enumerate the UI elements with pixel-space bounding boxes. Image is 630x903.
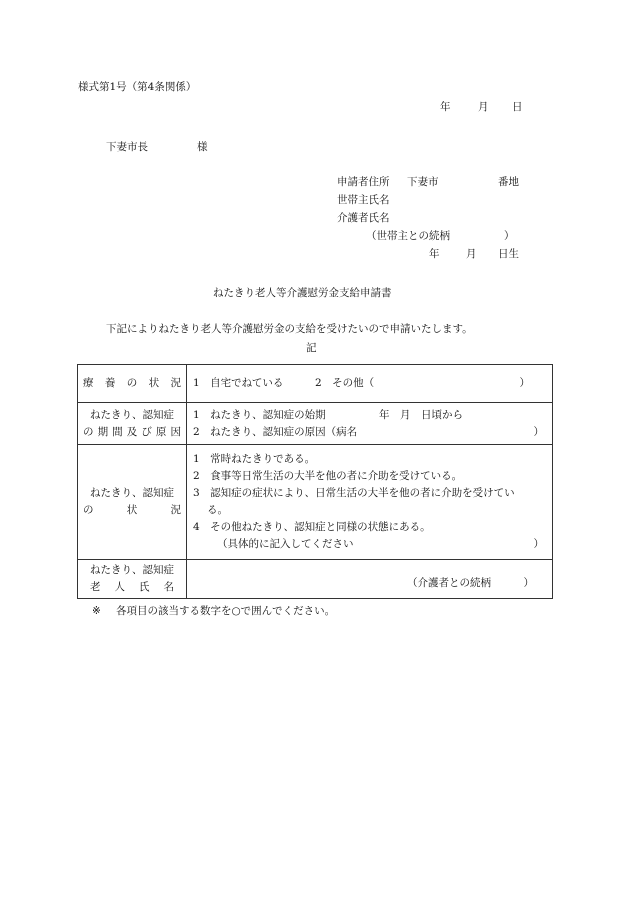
care-option-home[interactable]: 1 自宅でねている bbox=[193, 377, 284, 389]
householder-relation-label: （世帯主との続柄 bbox=[366, 230, 450, 242]
ki-heading: 記 bbox=[306, 342, 317, 354]
period-cause-label: ねたきり、認知症 の 期 間 及 び 原 因 bbox=[78, 403, 187, 445]
table-row-condition bbox=[78, 445, 553, 560]
elder-name-field[interactable]: （介護者との続柄 ） bbox=[187, 560, 553, 599]
householder-relation-close: ） bbox=[504, 230, 515, 242]
care-option-other[interactable]: 2 その他（ bbox=[315, 377, 375, 389]
note-mark: ※ bbox=[92, 605, 101, 617]
date-month-label: 月 bbox=[478, 101, 489, 113]
applicant-address-suffix: 番地 bbox=[498, 176, 519, 188]
birth-day-label: 日生 bbox=[498, 248, 519, 260]
elder-name-label: ねたきり、認知症 老 人 氏 名 bbox=[78, 560, 187, 599]
onset-label: 1 ねたきり、認知症の始期 bbox=[193, 408, 326, 421]
householder-name-label: 世帯主氏名 bbox=[337, 194, 390, 206]
form-number: 様式第1号（第4条関係） bbox=[78, 81, 197, 93]
condition-label: ねたきり、認知症 の 状 況 bbox=[78, 445, 187, 560]
care-status-options[interactable]: 1 自宅でねている 2 その他（ ） bbox=[187, 365, 553, 403]
condition-option-3-cont: る。 bbox=[207, 504, 228, 516]
elder-relation-label: （介護者との続柄 bbox=[407, 576, 491, 589]
addressee-honorific: 様 bbox=[197, 141, 208, 153]
date-day-label: 日 bbox=[512, 101, 523, 113]
care-status-label: 療 養 の 状 況 bbox=[78, 365, 187, 403]
period-cause-fields[interactable]: 1 ねたきり、認知症の始期 年 月 日頃から 2 ねたきり、認知症の原因（病名 ） bbox=[187, 403, 553, 445]
document-title: ねたきり老人等介護慰労金支給申請書 bbox=[213, 287, 392, 299]
condition-option-2[interactable]: 2 食事等日常生活の大半を他の者に介助を受けている。 bbox=[193, 470, 463, 482]
condition-options[interactable]: 1 常時ねたきりである。 2 食事等日常生活の大半を他の者に介助を受けている。 3 認知症の症状により、日常生活の大半を他の者に介助を受けてい る。 4 その他ねたきり、認知症と同様の状態にある。 （具体的に記入してください ） bbox=[187, 445, 553, 560]
onset-date-field[interactable]: 年 月 日頃から bbox=[379, 408, 463, 421]
applicant-address-city: 下妻市 bbox=[407, 176, 439, 188]
note-text: 各項目の該当する数字を○で囲んでください。 bbox=[116, 605, 336, 617]
cause-disease-label[interactable]: 2 ねたきり、認知症の原因（病名 bbox=[193, 425, 358, 438]
table-row-elder-name bbox=[78, 560, 553, 599]
applicant-address-label: 申請者住所 bbox=[337, 176, 390, 188]
birth-year-label: 年 bbox=[429, 248, 440, 260]
application-table bbox=[77, 364, 553, 599]
table-row-care-status bbox=[78, 365, 553, 403]
condition-option-3[interactable]: 3 認知症の症状により、日常生活の大半を他の者に介助を受けてい bbox=[193, 487, 515, 499]
intro-text: 下記によりねたきり老人等介護慰労金の支給を受けたいので申請いたします。 bbox=[106, 323, 473, 335]
condition-option-1[interactable]: 1 常時ねたきりである。 bbox=[193, 453, 316, 465]
birth-month-label: 月 bbox=[466, 248, 477, 260]
date-year-label: 年 bbox=[440, 101, 451, 113]
specify-field[interactable]: （具体的に記入してください bbox=[217, 538, 354, 550]
caregiver-name-label: 介護者氏名 bbox=[337, 212, 390, 224]
table-row-period-cause bbox=[78, 403, 553, 445]
condition-option-4[interactable]: 4 その他ねたきり、認知症と同様の状態にある。 bbox=[193, 521, 431, 533]
addressee-title: 下妻市長 bbox=[106, 141, 148, 153]
